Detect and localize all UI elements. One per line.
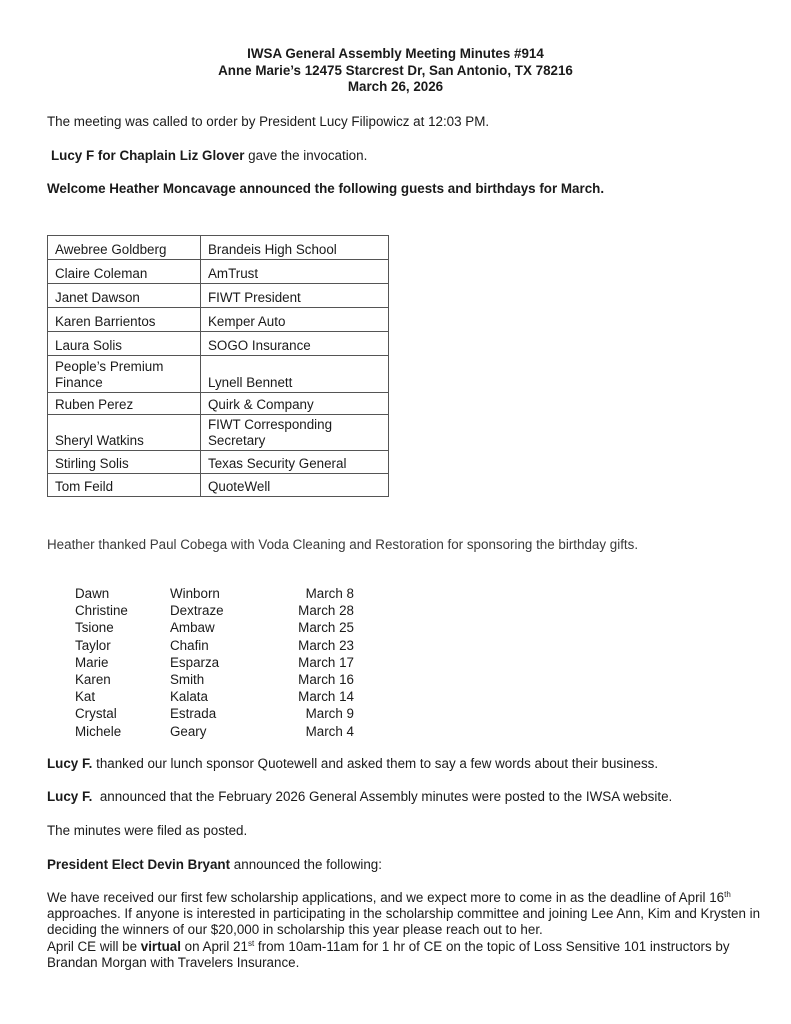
birthday-date: March 17 [298,654,354,670]
ordinal-suffix: st [247,938,255,948]
table-row [48,451,389,474]
birthday-last-name: Estrada [170,706,217,722]
guest-affiliation-line: FIWT Corresponding [208,417,333,432]
guest-affiliation: QuoteWell [201,474,389,497]
guest-name [48,356,201,393]
guest-name: Tom Feild [48,474,201,497]
birthday-first-name: Tsione [75,620,114,636]
table-row [48,356,389,393]
guest-affiliation: AmTrust [201,260,389,284]
birthday-date: March 23 [298,637,354,653]
birthday-first-name: Taylor [75,637,111,653]
birthday-date: March 4 [305,723,354,739]
guest-affiliation: Texas Security General [201,451,389,474]
meeting-location: Anne Marie’s 12475 Starcrest Dr, San Antonio, TX 78216 [218,62,573,78]
guest-name: Laura Solis [48,332,201,356]
birthday-last-name: Geary [170,723,207,739]
guest-affiliation: Lynell Bennett [201,356,389,393]
table-row [48,284,389,308]
guest-name: Janet Dawson [48,284,201,308]
president-elect-heading [47,857,382,873]
list-item [75,637,365,654]
minutes-announcement [47,789,672,805]
birthday-sponsor-thanks: Heather thanked Paul Cobega with Voda Cleaning and Restoration for sponsoring the birthday gifts. [47,537,639,552]
list-item [75,654,365,671]
guest-name: Sheryl Watkins [48,415,201,451]
list-item [75,688,365,705]
document-title: IWSA General Assembly Meeting Minutes #914 [247,46,544,61]
document-header [0,46,791,96]
table-row [48,308,389,332]
guest-name: Stirling Solis [48,451,201,474]
ce-format: virtual [140,938,181,954]
guest-affiliation-line: Secretary [208,433,266,448]
birthday-last-name: Esparza [170,654,220,670]
birthday-last-name: Dextraze [170,603,224,619]
guest-affiliation: SOGO Insurance [201,332,389,356]
birthday-date: March 16 [298,671,354,687]
speaker-name: Lucy F. [47,789,93,804]
ce-text: April CE will be [47,938,141,954]
birthday-first-name: Christine [75,603,128,619]
guest-name-line: Finance [55,375,103,390]
birthday-first-name: Dawn [75,586,110,601]
call-to-order: The meeting was called to order by President Lucy Filipowicz at 12:03 PM. [47,114,490,129]
birthday-last-name: Winborn [170,586,220,601]
guest-affiliation: FIWT President [201,284,389,308]
scholarship-paragraph [47,890,767,939]
guest-affiliation: Kemper Auto [201,308,389,332]
guest-name-line: People’s Premium [55,359,164,374]
guest-affiliation: Brandeis High School [201,236,389,260]
birthday-last-name: Kalata [170,689,208,705]
guests-table [47,235,389,497]
list-item [75,705,365,722]
april-ce-paragraph [47,939,767,971]
birthday-last-name: Ambaw [170,620,215,636]
list-item [75,671,365,688]
birthday-date: March 28 [298,603,354,619]
table-row [48,474,389,497]
list-item [75,723,365,740]
speaker-name: Lucy F. [47,756,93,771]
guest-affiliation [201,415,389,451]
minutes-filed: The minutes were filed as posted. [47,823,248,838]
lunch-sponsor-note [47,756,658,772]
birthday-date: March 14 [298,689,354,705]
birthday-date: March 9 [305,706,354,722]
birthday-list [75,585,365,740]
meeting-date: March 26, 2026 [347,79,444,94]
birthday-first-name: Crystal [75,706,117,722]
invocation [51,148,367,164]
list-item [75,602,365,619]
ordinal-suffix: th [724,890,731,899]
birthday-first-name: Michele [75,723,122,739]
guest-affiliation: Quirk & Company [201,393,389,415]
birthday-last-name: Smith [170,671,205,687]
table-row [48,236,389,260]
birthday-date: March 25 [298,620,354,636]
ce-text: on April 21 [180,938,248,954]
announcements-body [47,890,767,971]
guest-name: Karen Barrientos [48,308,201,332]
table-row [48,332,389,356]
birthday-date: March 8 [305,586,354,601]
list-item [75,585,365,602]
guest-name: Ruben Perez [48,393,201,415]
invocation-speaker: Lucy F for Chaplain Liz Glover [51,148,245,163]
welcome-announcement: Welcome Heather Moncavage announced the following guests and birthdays for March. [47,181,605,196]
table-row [48,415,389,451]
list-item [75,619,365,636]
scholarship-text: approaches. If anyone is interested in participating in the scholarship committee and joining Lee Ann, Kim and Krysten in deciding the winners of our $20,000 in scholarship this year please reach out to her. [47,906,761,938]
ce-text: from 10am-11am for 1 hr of CE on the topic of Loss Sensitive 101 instructors by Brandan Morgan with Travelers Insurance. [47,938,730,970]
table-row [48,393,389,415]
birthday-first-name: Kat [75,689,96,705]
guest-name: Claire Coleman [48,260,201,284]
guest-name: Awebree Goldberg [48,236,201,260]
note-text: thanked our lunch sponsor Quotewell and asked them to say a few words about their business. [92,756,659,771]
scholarship-text: We have received our first few scholarship applications, and we expect more to come in as the deadline of April 16 [47,890,725,905]
birthday-first-name: Karen [75,671,111,687]
invocation-text: gave the invocation. [244,148,368,163]
note-text: announced that the February 2026 General Assembly minutes were posted to the IWSA website. [92,789,673,804]
speaker-name: President Elect Devin Bryant [47,857,231,872]
birthday-first-name: Marie [75,654,109,670]
note-text: announced the following: [230,857,382,872]
birthday-last-name: Chafin [170,637,209,653]
table-row [48,260,389,284]
